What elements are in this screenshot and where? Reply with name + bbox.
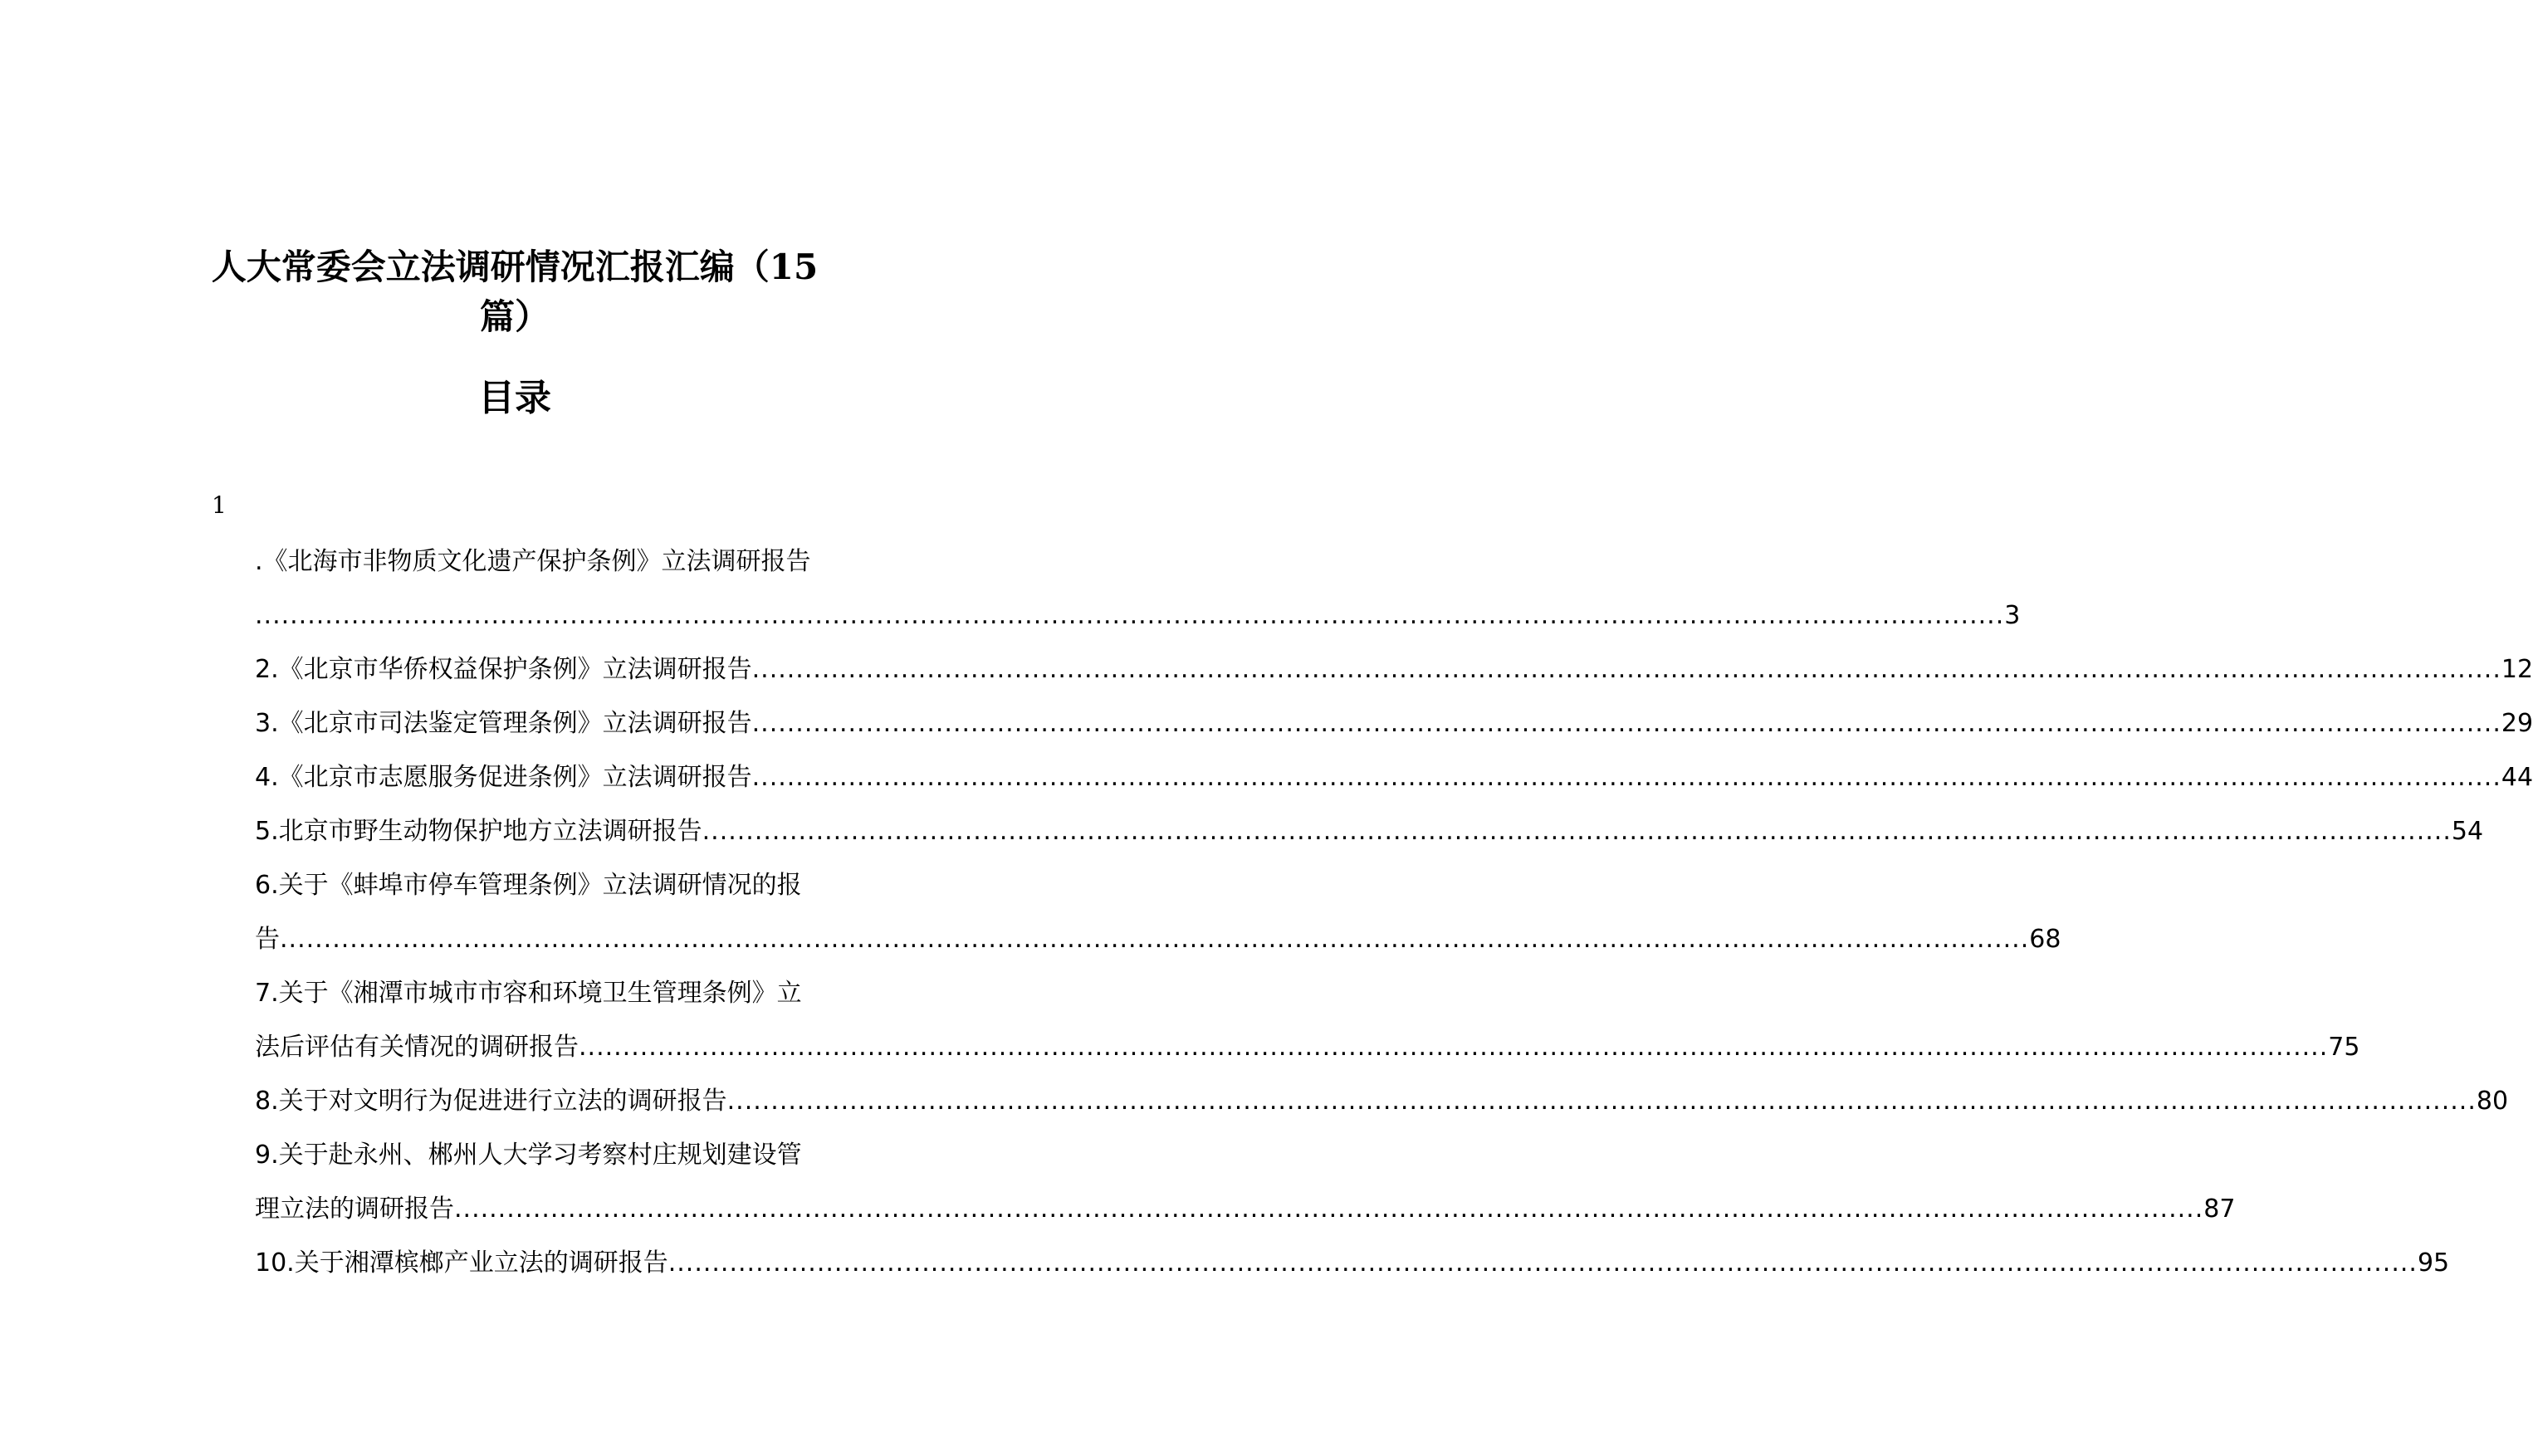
toc-page-number: 29 bbox=[2501, 709, 2533, 738]
toc-entry-title: 2.《北京市华侨权益保护条例》立法调研报告 bbox=[255, 655, 752, 684]
section-number: 1 bbox=[212, 491, 227, 519]
toc-line bbox=[255, 1020, 2360, 1074]
toc-dot-leader: ........................................................................................................................................................................................................ bbox=[667, 1248, 2418, 1278]
toc-entry[interactable] bbox=[255, 535, 2021, 642]
toc-page-number: 75 bbox=[2328, 1033, 2360, 1062]
toc-line bbox=[255, 1236, 2450, 1290]
table-of-contents bbox=[255, 535, 2533, 1290]
title-number: 15 bbox=[769, 247, 819, 287]
toc-line bbox=[255, 804, 2484, 858]
toc-page-number: 44 bbox=[2501, 763, 2533, 792]
toc-page-number: 54 bbox=[2451, 817, 2484, 846]
toc-line bbox=[255, 750, 2533, 804]
toc-entry[interactable] bbox=[255, 1236, 2450, 1290]
toc-line bbox=[255, 912, 2061, 966]
toc-entry[interactable] bbox=[255, 642, 2533, 696]
toc-entry-title: 5.北京市野生动物保护地方立法调研报告 bbox=[255, 817, 702, 846]
title-line2: 篇） bbox=[479, 296, 550, 337]
toc-dot-leader: ........................................................................................................................................................................................................ bbox=[702, 817, 2452, 846]
toc-page-number: 3 bbox=[2004, 601, 2021, 630]
toc-line bbox=[255, 858, 869, 912]
document-title bbox=[166, 242, 863, 342]
toc-line bbox=[255, 1128, 869, 1182]
toc-entry[interactable] bbox=[255, 966, 2360, 1074]
toc-line bbox=[255, 1182, 2236, 1236]
toc-entry-title: .《北海市非物质文化遗产保护条例》立法调研报告 bbox=[255, 547, 811, 576]
toc-dot-leader: ........................................................................................................................................................................................................ bbox=[255, 601, 2005, 630]
toc-entry[interactable] bbox=[255, 858, 2061, 966]
toc-entry-title: 告 bbox=[255, 925, 280, 954]
toc-page-number: 95 bbox=[2417, 1248, 2450, 1278]
toc-line bbox=[255, 696, 2533, 750]
toc-line bbox=[255, 966, 869, 1020]
toc-entry[interactable] bbox=[255, 696, 2533, 750]
toc-line bbox=[255, 1074, 2509, 1128]
toc-dot-leader: ........................................................................................................................................................................................................ bbox=[280, 925, 2030, 954]
toc-dot-leader: ........................................................................................................................................................................................................ bbox=[726, 1087, 2477, 1116]
toc-entry[interactable] bbox=[255, 1128, 2236, 1236]
toc-dot-leader: ........................................................................................................................................................................................................ bbox=[751, 709, 2501, 738]
toc-entry-title: 理立法的调研报告 bbox=[255, 1195, 454, 1224]
toc-dot-leader: ........................................................................................................................................................................................................ bbox=[454, 1195, 2204, 1224]
title-line1: 人大常委会立法调研情况汇报汇编（ bbox=[211, 247, 770, 287]
toc-entry-title: 7.关于《湘潭市城市市容和环境卫生管理条例》立 bbox=[255, 979, 802, 1008]
toc-entry[interactable] bbox=[255, 750, 2533, 804]
toc-entry-title: 6.关于《蚌埠市停车管理条例》立法调研情况的报 bbox=[255, 871, 802, 900]
toc-entry-title: 9.关于赴永州、郴州人大学习考察村庄规划建设管 bbox=[255, 1141, 802, 1170]
toc-line bbox=[255, 535, 869, 589]
toc-entry-title: 4.《北京市志愿服务促进条例》立法调研报告 bbox=[255, 763, 752, 792]
toc-page-number: 80 bbox=[2476, 1087, 2509, 1116]
toc-line bbox=[255, 642, 2533, 696]
toc-entry[interactable] bbox=[255, 804, 2484, 858]
toc-page-number: 68 bbox=[2029, 925, 2061, 954]
toc-entry-title: 8.关于对文明行为促进进行立法的调研报告 bbox=[255, 1087, 727, 1116]
toc-dot-leader: ........................................................................................................................................................................................................ bbox=[579, 1033, 2329, 1062]
toc-dot-leader: ........................................................................................................................................................................................................ bbox=[751, 655, 2501, 684]
toc-line bbox=[255, 589, 2021, 642]
toc-dot-leader: ........................................................................................................................................................................................................ bbox=[751, 763, 2501, 792]
toc-entry[interactable] bbox=[255, 1074, 2509, 1128]
toc-entry-title: 法后评估有关情况的调研报告 bbox=[255, 1033, 579, 1062]
toc-page-number: 87 bbox=[2203, 1195, 2236, 1224]
toc-page-number: 12 bbox=[2501, 655, 2533, 684]
toc-heading: 目录 bbox=[478, 377, 551, 419]
toc-entry-title: 10.关于湘潭槟榔产业立法的调研报告 bbox=[255, 1248, 668, 1278]
toc-entry-title: 3.《北京市司法鉴定管理条例》立法调研报告 bbox=[255, 709, 752, 738]
